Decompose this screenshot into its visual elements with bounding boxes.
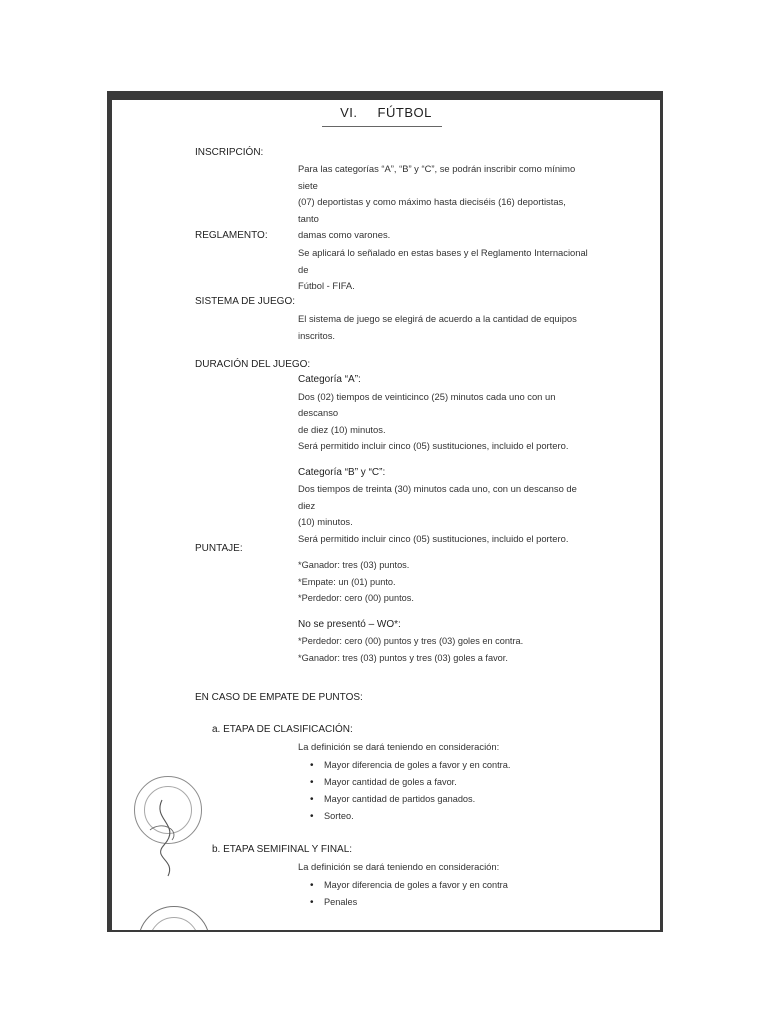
label-etapa-clasificacion: a. ETAPA DE CLASIFICACIÓN: (212, 724, 353, 735)
score-line: *Empate: un (01) punto. (298, 576, 396, 587)
section-number: VI. (340, 105, 358, 120)
para-line: (10) minutos. (298, 516, 353, 527)
list-item: • Mayor diferencia de goles a favor y en contra. (324, 757, 510, 774)
para-line: de diez (10) minutos. (298, 423, 386, 435)
list-item: • Penales (324, 894, 508, 911)
list-item: • Mayor cantidad de partidos ganados. (324, 791, 510, 808)
para-line: Dos (02) tiempos de veinticinco (25) minutos cada uno con un descanso (298, 390, 556, 418)
score-line: *Ganador: tres (03) puntos. (298, 560, 410, 570)
para-line: Será permitido incluir cinco (05) sustituciones, incluido el portero. (298, 440, 569, 451)
score-line: *Perdedor: cero (00) puntos y tres (03) goles en contra. (298, 636, 524, 646)
intro-semifinal-final: La definición se dará teniendo en consideración: (298, 861, 500, 872)
label-puntaje: PUNTAJE: (195, 543, 243, 554)
label-duracion-del-juego: DURACIÓN DEL JUEGO: (195, 359, 311, 370)
intro-clasificacion: La definición se dará teniendo en consideración: (298, 741, 500, 752)
category-bc-heading: Categoría “B” y “C”: (298, 466, 386, 478)
para-line: inscritos. (298, 329, 335, 341)
score-line: *Ganador: tres (03) puntos y tres (03) goles a favor. (298, 652, 508, 663)
para-inscripcion (298, 161, 588, 244)
signature-icon (132, 790, 202, 880)
document-page (107, 91, 663, 932)
list-item: • Mayor cantidad de goles a favor. (324, 774, 510, 791)
section-title: FÚTBOL (377, 105, 432, 120)
para-sistema-de-juego (298, 311, 588, 344)
para-line: Para las categorías “A”, “B” y “C”, se podrán inscribir como mínimo siete (298, 163, 576, 191)
label-etapa-semifinal-final: b. ETAPA SEMIFINAL Y FINAL: (212, 844, 353, 855)
category-a-heading: Categoría “A”: (298, 374, 361, 385)
list-item: • Sorteo. (324, 808, 510, 825)
para-reglamento (298, 245, 588, 295)
bullets-clasificacion (308, 757, 510, 825)
score-line: *Perdedor: cero (00) puntos. (298, 593, 414, 603)
label-empate-de-puntos: EN CASO DE EMPATE DE PUNTOS: (195, 692, 363, 703)
para-line: Dos tiempos de treinta (30) minutos cada uno, con un descanso de diez (298, 483, 577, 511)
official-seal-bottom (138, 906, 210, 932)
para-line: (07) deportistas y como máximo hasta dieciséis (16) deportistas, tanto (298, 196, 566, 224)
label-sistema-de-juego: SISTEMA DE JUEGO: (195, 296, 296, 307)
page-title (112, 105, 660, 120)
seal-inner-ring (149, 917, 199, 932)
title-underline (322, 126, 442, 127)
list-item: • Mayor diferencia de goles a favor y en contra (324, 877, 508, 894)
para-line: El sistema de juego se elegirá de acuerdo a la cantidad de equipos (298, 313, 577, 324)
puntaje-list (298, 557, 598, 666)
para-line: damas como varones. (298, 229, 391, 240)
label-reglamento: REGLAMENTO: (195, 230, 268, 241)
para-line: Fútbol - FIFA. (298, 280, 355, 291)
wo-heading: No se presentó – WO*: (298, 618, 401, 630)
label-inscripcion: INSCRIPCIÓN: (195, 147, 264, 158)
para-line: Se aplicará lo señalado en estas bases y el Reglamento Internacional de (298, 247, 588, 275)
para-duracion (298, 372, 588, 547)
para-line: Será permitido incluir cinco (05) sustituciones, incluido el portero. (298, 532, 569, 544)
bullets-semifinal-final (308, 877, 508, 911)
